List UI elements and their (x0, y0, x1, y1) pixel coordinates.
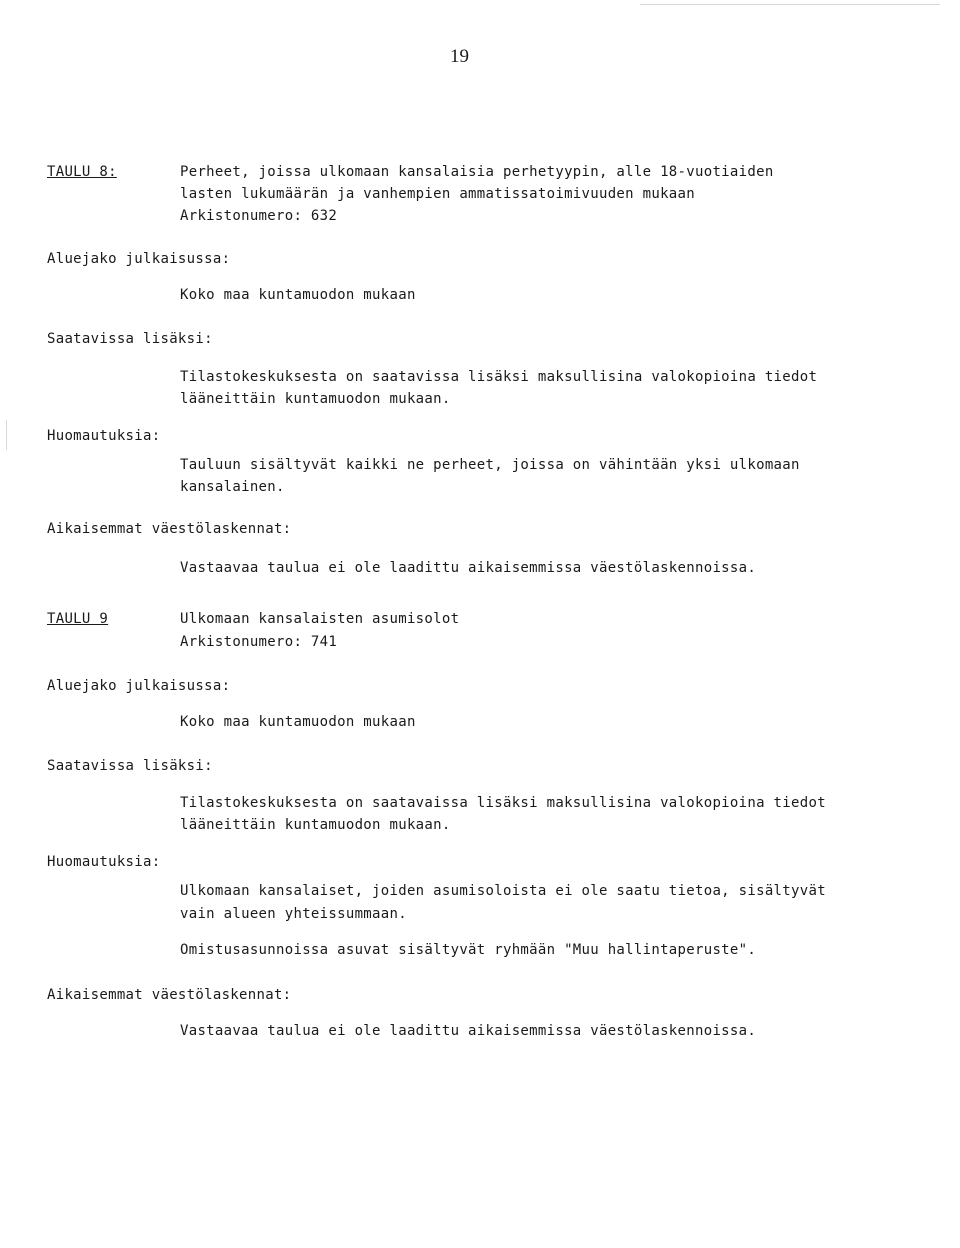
taulu9-huomautuksia-line-3: Omistusasunnoissa asuvat sisältyvät ryhmään "Muu hallintaperuste". (180, 942, 757, 958)
taulu8-saatavissa-label: Saatavissa lisäksi: (47, 331, 213, 347)
taulu8-huomautuksia-label: Huomautuksia: (47, 428, 161, 444)
taulu9-aluejako-label: Aluejako julkaisussa: (47, 678, 231, 694)
taulu8-title-line-1: Perheet, joissa ulkomaan kansalaisia perhetyypin, alle 18-vuotiaiden (180, 164, 774, 180)
taulu8-aikaisemmat-value: Vastaavaa taulua ei ole laadittu aikaisemmissa väestölaskennoissa. (180, 560, 757, 576)
taulu9-title-line-1: Ulkomaan kansalaisten asumisolot (180, 611, 460, 627)
taulu8-label: TAULU 8: (47, 164, 117, 180)
taulu9-saatavissa-line-2: lääneittäin kuntamuodon mukaan. (180, 817, 451, 833)
taulu9-saatavissa-label: Saatavissa lisäksi: (47, 758, 213, 774)
taulu8-aikaisemmat-label: Aikaisemmat väestölaskennat: (47, 521, 292, 537)
taulu9-aikaisemmat-label: Aikaisemmat väestölaskennat: (47, 987, 292, 1003)
taulu8-title-line-2: lasten lukumäärän ja vanhempien ammatissatoimivuuden mukaan (180, 186, 695, 202)
taulu8-saatavissa-line-2: lääneittäin kuntamuodon mukaan. (180, 391, 451, 407)
taulu9-title-line-2: Arkistonumero: 741 (180, 634, 338, 650)
taulu9-label: TAULU 9 (47, 611, 109, 627)
taulu9-huomautuksia-label: Huomautuksia: (47, 854, 161, 870)
scan-artifact-top (640, 4, 940, 5)
taulu8-aluejako-value: Koko maa kuntamuodon mukaan (180, 287, 416, 303)
page-number: 19 (450, 46, 469, 67)
taulu8-aluejako-label: Aluejako julkaisussa: (47, 251, 231, 267)
taulu8-title-line-3: Arkistonumero: 632 (180, 208, 338, 224)
taulu9-huomautuksia-line-2: vain alueen yhteissummaan. (180, 906, 407, 922)
taulu8-saatavissa-line-1: Tilastokeskuksesta on saatavissa lisäksi maksullisina valokopioina tiedot (180, 369, 818, 385)
taulu8-huomautuksia-line-2: kansalainen. (180, 479, 285, 495)
scan-artifact-left (6, 420, 7, 450)
taulu8-huomautuksia-line-1: Tauluun sisältyvät kaikki ne perheet, joissa on vähintään yksi ulkomaan (180, 457, 800, 473)
taulu9-huomautuksia-line-1: Ulkomaan kansalaiset, joiden asumisoloista ei ole saatu tietoa, sisältyvät (180, 883, 826, 899)
taulu9-saatavissa-line-1: Tilastokeskuksesta on saatavaissa lisäksi maksullisina valokopioina tiedot (180, 795, 826, 811)
taulu9-aikaisemmat-value: Vastaavaa taulua ei ole laadittu aikaisemmissa väestölaskennoissa. (180, 1023, 757, 1039)
taulu9-aluejako-value: Koko maa kuntamuodon mukaan (180, 714, 416, 730)
